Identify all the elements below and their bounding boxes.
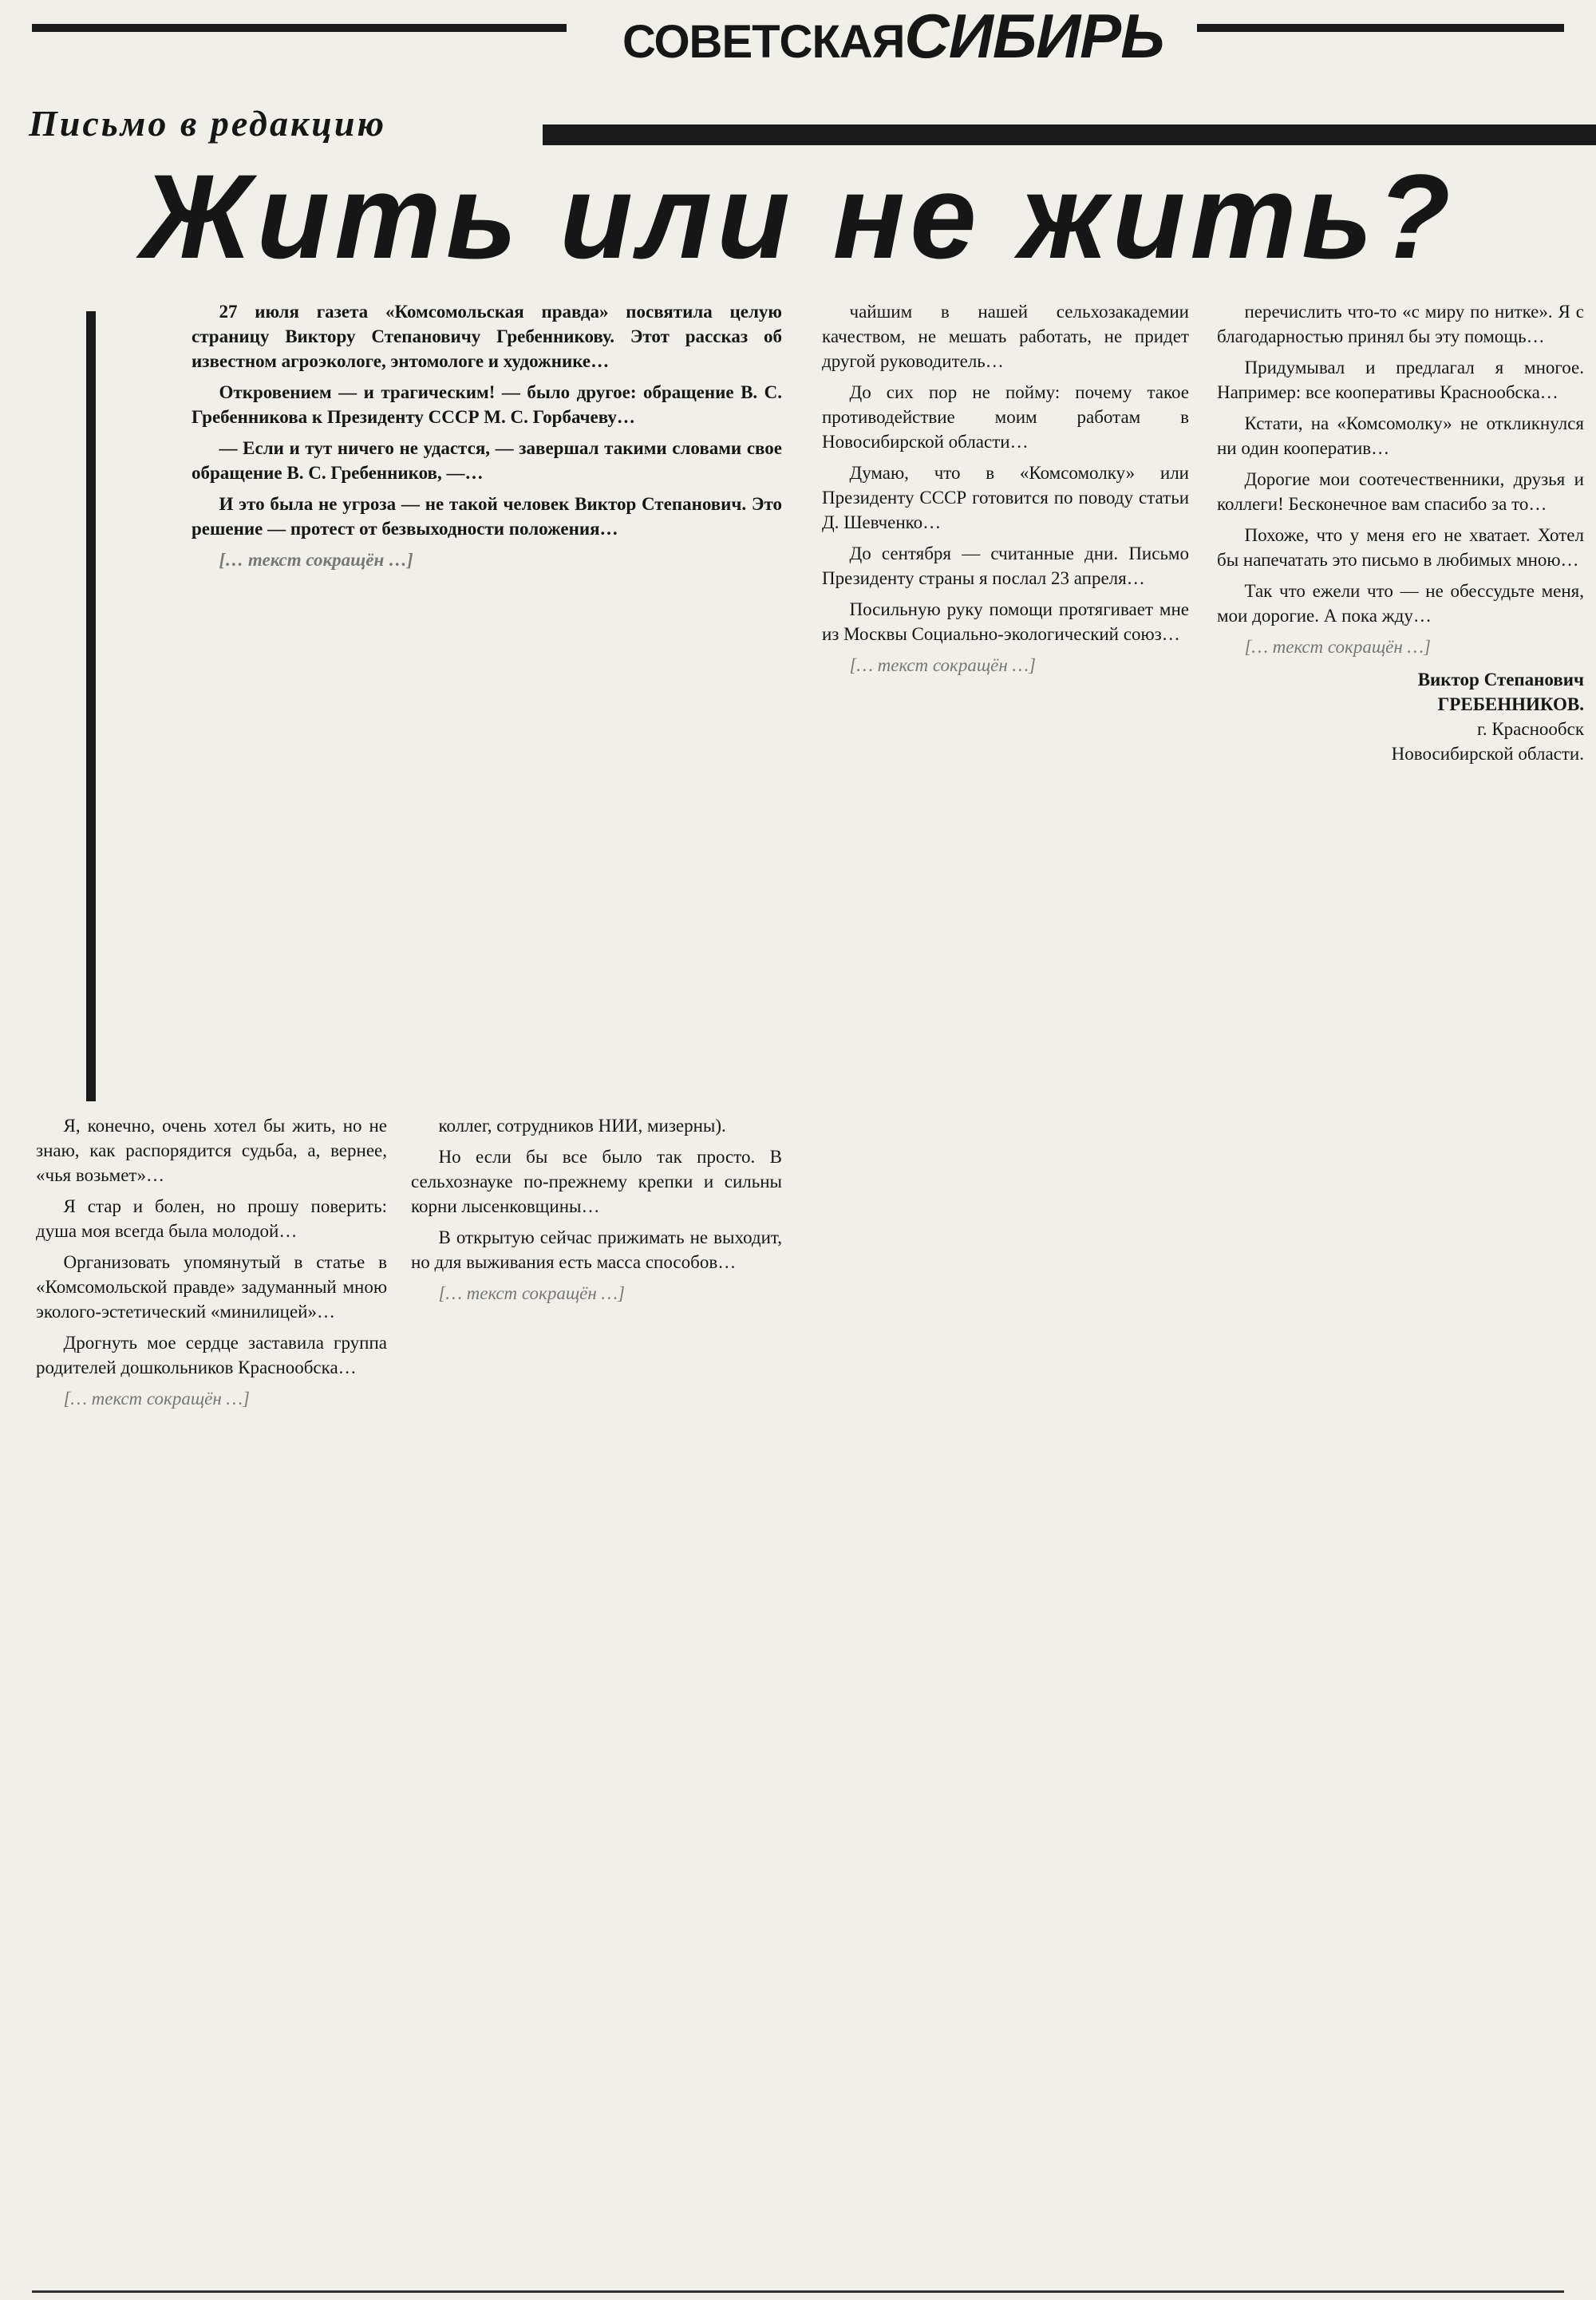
author-place-line2: Новосибирской области. <box>1391 744 1584 764</box>
article-headline: Жить или не жить? <box>140 149 1456 283</box>
col3-paragraph-3: Думаю, что в «Комсомолку» или Президенту СССР готовится по поводу статьи Д. Шевченко… <box>822 463 1189 532</box>
column-3 <box>822 299 1189 2286</box>
col2-paragraph-2: Но если бы все было так просто. В сельхознауке по-прежнему крепки и сильны корни лысенковщины… <box>411 1147 782 1216</box>
col3-paragraph-5: Посильную руку помощи протягивает мне из Москвы Социально-экологический союз… <box>822 599 1189 644</box>
col1-paragraph-3: Организовать упомянутый в статье в «Комсомольской правде» задуманный мною эколого-эстетический «минилицей»… <box>36 1252 387 1322</box>
col4-paragraph-2: Придумывал и предлагал я многое. Например: все кооперативы Краснообска… <box>1217 358 1584 402</box>
col2-paragraph-3: В открытую сейчас прижимать не выходит, но для выживания есть масса способов… <box>411 1227 782 1272</box>
column-1 <box>36 1113 387 2286</box>
masthead-part1: СОВЕТСКАЯ <box>622 16 905 68</box>
column-4 <box>1217 299 1584 2286</box>
masthead-part2: СИБИРЬ <box>904 1 1164 71</box>
author-name-line2: ГРЕБЕННИКОВ. <box>1437 694 1584 714</box>
author-place-line1: г. Краснообск <box>1477 719 1584 739</box>
col4-paragraph-1: перечислить что-то «с миру по нитке». Я с благодарностью принял бы эту помощь… <box>1217 302 1584 346</box>
lead-paragraph-3: — Если и тут ничего не удастся, — завершал такими словами свое обращение В. С. Гребенников, —… <box>192 438 782 483</box>
col3-paragraph-1: чайшим в нашей сельхозакадемии качеством, не мешать работать, не придет другой руководитель… <box>822 302 1189 371</box>
newspaper-masthead <box>622 0 1164 73</box>
col4-paragraph-4: Дорогие мои соотечественники, друзья и коллеги! Бесконечное вам спасибо за то… <box>1217 469 1584 514</box>
col4-paragraph-3: Кстати, на «Комсомолку» не откликнулся ни один кооператив… <box>1217 413 1584 458</box>
col1-paragraph-2: Я стар и болен, но прошу поверить: душа моя всегда была молодой… <box>36 1196 387 1241</box>
elided-note: [… текст сокращён …] <box>438 1283 625 1303</box>
col1-paragraph-1: Я, конечно, очень хотел бы жить, но не знаю, как распорядится судьба, а, вернее, «чья возьмет»… <box>36 1116 387 1185</box>
lead-block <box>192 299 782 1097</box>
col1-paragraph-4: Дрогнуть мое сердце заставила группа родителей дошкольников Краснообска… <box>36 1333 387 1377</box>
bottom-rule <box>32 2290 1564 2293</box>
elided-note: [… текст сокращён …] <box>849 655 1036 675</box>
rubric-label: Письмо в редакцию <box>29 102 396 144</box>
col3-paragraph-4: До сентября — считанные дни. Письмо Президенту страны я послал 23 апреля… <box>822 543 1189 588</box>
rubric-rule <box>543 124 1596 145</box>
col4-paragraph-5: Похоже, что у меня его не хватает. Хотел бы напечатать это письмо в любимых мною… <box>1217 525 1584 570</box>
lead-paragraph-4: И это была не угроза — не такой человек Виктор Степанович. Это решение — протест от безвыходности положения… <box>192 494 782 539</box>
column-2 <box>411 1113 782 2286</box>
masthead-rule-right <box>1197 24 1564 32</box>
author-name-line1: Виктор Степанович <box>1417 670 1584 690</box>
col2-paragraph-1: коллег, сотрудников НИИ, мизерны). <box>438 1116 726 1136</box>
lead-paragraph-1: 27 июля газета «Комсомольская правда» посвятила целую страницу Виктору Степановичу Гребенникову. Этот рассказ об известном агроэкологе, энтомологе и художнике… <box>192 302 782 371</box>
elided-note: [… текст сокращён …] <box>219 550 413 570</box>
masthead-rule-left <box>32 24 567 32</box>
col3-paragraph-2: До сих пор не пойму: почему такое противодействие моим работам в Новосибирской области… <box>822 382 1189 452</box>
col4-paragraph-6: Так что ежели что — не обессудьте меня, мои дорогие. А пока жду… <box>1217 581 1584 626</box>
elided-note: [… текст сокращён …] <box>1244 637 1431 657</box>
elided-note: [… текст сокращён …] <box>63 1389 250 1409</box>
lead-paragraph-2: Откровением — и трагическим! — было другое: обращение В. С. Гребенникова к Президенту СССР М. С. Горбачеву… <box>192 382 782 427</box>
lead-bar <box>86 311 96 1101</box>
author-signature <box>1217 667 1584 766</box>
